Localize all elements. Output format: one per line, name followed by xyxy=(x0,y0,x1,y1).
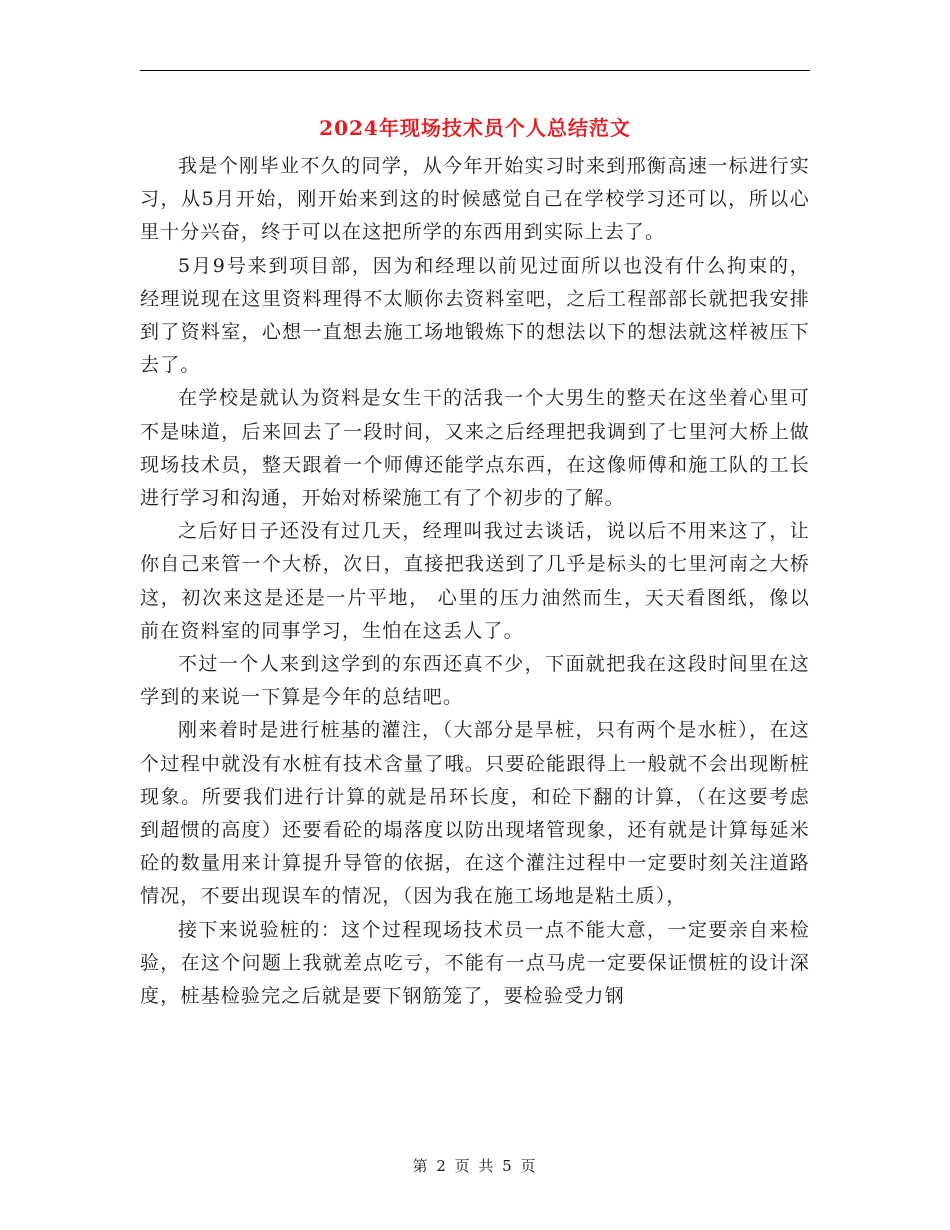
paragraph-7: 接下来说验桩的：这个过程现场技术员一点不能大意，一定要亲自来检验，在这个问题上我就差点吃亏，不能有一点马虎一定要保证惯桩的设计深度，桩基检验完之后就是要下钢筋笼了，要检验受力钢 xyxy=(140,918,810,1008)
paragraph-2: 5月9号来到项目部，因为和经理以前见过面所以也没有什么拘束的，经理说现在这里资料理得不太顺你去资料室吧，之后工程部部长就把我安排到了资料室，心想一直想去施工场地锻炼下的想法以下的想法就这样被压下去了。 xyxy=(140,254,810,377)
document-title: 2024年现场技术员个人总结范文 xyxy=(319,116,631,140)
paragraph-4: 之后好日子还没有过几天，经理叫我过去谈话，说以后不用来这了，让你自己来管一个大桥，次日，直接把我送到了几乎是标头的七里河南之大桥这，初次来这是还是一片平地， 心里的压力油然而生，天天看图纸，像以前在资料室的同事学习，生怕在这丢人了。 xyxy=(140,520,810,642)
paragraph-6: 刚来着时是进行桩基的灌注，（大部分是旱桩，只有两个是水桩），在这个过程中就没有水桩有技术含量了哦。只要砼能跟得上一般就不会出现断桩现象。所要我们进行计算的就是吊环长度，和砼下翻的计算，（在这要考虑到超惯的高度）还要看砼的塌落度以防出现堵管现象，还有就是计算每延米砼的数量用来计算提升导管的依据，在这个灌注过程中一定要时刻关注道路情况，不要出现误车的情况，（因为我在施工场地是粘土质）， xyxy=(140,719,810,908)
paragraph-1: 我是个刚毕业不久的同学，从今年开始实习时来到邢衡高速一标进行实习，从5月开始，刚开始来到这的时候感觉自己在学校学习还可以，所以心里十分兴奋，终于可以在这把所学的东西用到实际上去了。 xyxy=(140,155,810,244)
page-number-footer: 第 2 页 共 5 页 xyxy=(412,1157,538,1175)
header-rule xyxy=(140,70,810,71)
paragraph-5: 不过一个人来到这学到的东西还真不少，下面就把我在这段时间里在这学到的来说一下算是今年的总结吧。 xyxy=(140,653,810,709)
document-body xyxy=(140,150,810,1013)
paragraph-3: 在学校是就认为资料是女生干的活我一个大男生的整天在这坐着心里可不是味道，后来回去了一段时间，又来之后经理把我调到了七里河大桥上做现场技术员，整天跟着一个师傅还能学点东西，在这像师傅和施工队的工长进行学习和沟通，开始对桥梁施工有了个初步的了解。 xyxy=(140,387,810,510)
